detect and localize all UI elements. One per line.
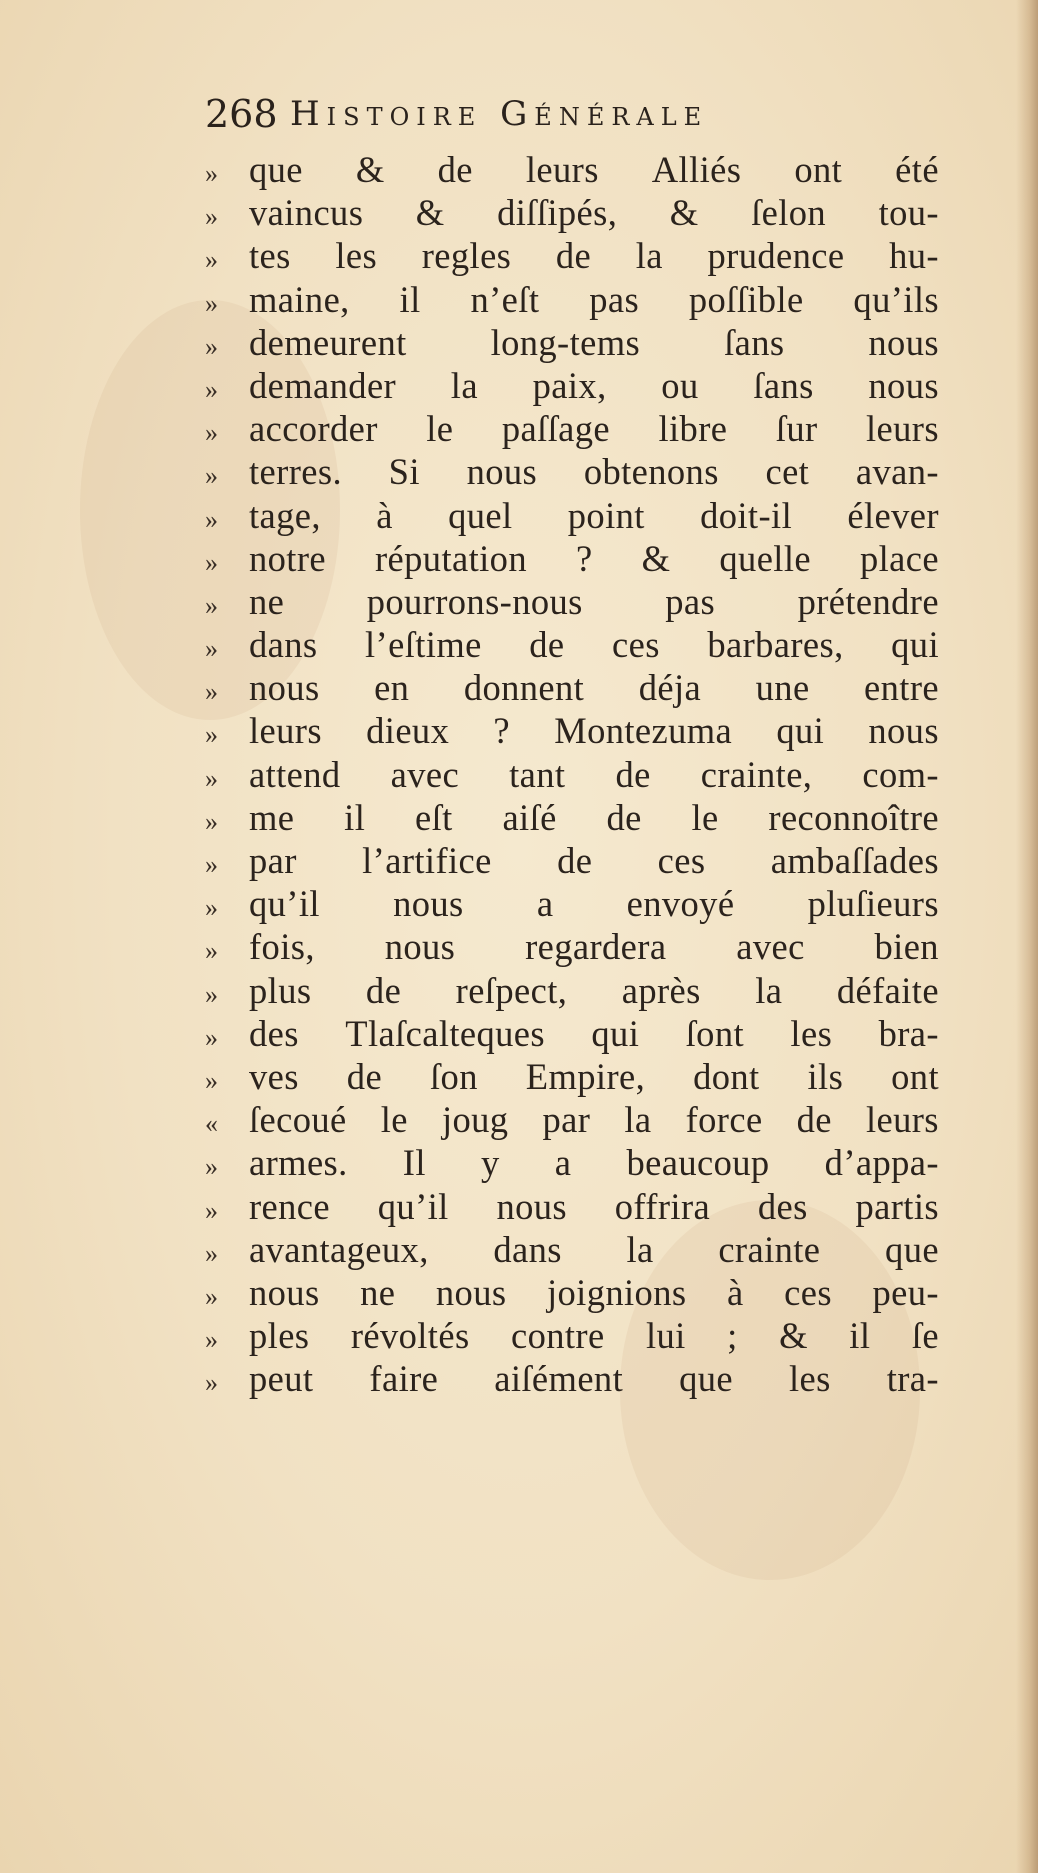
page-edge-shadow	[1016, 0, 1038, 1873]
word: leurs	[865, 1099, 939, 1141]
word: dans	[249, 624, 318, 666]
quotation-mark: »	[205, 806, 218, 836]
text-line	[205, 1141, 945, 1184]
word: avec	[390, 753, 460, 795]
word: faire	[369, 1358, 439, 1400]
word: ſans	[753, 364, 814, 406]
line-text	[249, 1228, 939, 1271]
quotation-mark: »	[205, 418, 218, 448]
word: ;	[727, 1315, 738, 1357]
word: hu-	[889, 235, 939, 277]
text-line	[205, 623, 945, 666]
quotation-mark: »	[205, 1281, 218, 1311]
word: dans	[493, 1228, 562, 1270]
word: ont	[891, 1055, 939, 1097]
word: ?	[493, 710, 511, 752]
word: de	[437, 149, 473, 190]
text-line	[205, 882, 945, 925]
quotation-mark: »	[205, 288, 218, 318]
word: joug	[441, 1099, 509, 1141]
word: crainte	[718, 1228, 821, 1270]
text-line	[205, 234, 945, 277]
quotation-mark: »	[205, 1368, 218, 1398]
word: après	[621, 969, 701, 1011]
word: nous	[249, 1271, 320, 1313]
text-line	[205, 753, 945, 796]
word: reconnoître	[768, 796, 939, 838]
word: vaincus	[249, 192, 364, 234]
word: joignions	[546, 1271, 687, 1313]
word: demander	[249, 364, 397, 406]
word: de	[615, 753, 651, 795]
text-line	[205, 148, 945, 191]
word: plus	[249, 969, 312, 1011]
word: à	[727, 1271, 744, 1313]
word: ces	[784, 1271, 832, 1313]
word: me	[249, 796, 295, 838]
quotation-mark: »	[205, 1238, 218, 1268]
word: déja	[638, 667, 702, 709]
word: d’appa-	[824, 1142, 939, 1184]
line-text	[249, 1055, 939, 1098]
word: force	[685, 1099, 763, 1141]
quotation-mark: »	[205, 331, 218, 361]
word: Alliés	[651, 149, 742, 190]
word: peu-	[872, 1271, 939, 1313]
page-number: 268	[205, 92, 278, 136]
word: obtenons	[583, 451, 719, 493]
word: tes	[249, 235, 291, 277]
word: pourrons-nous	[366, 580, 583, 622]
word: &	[669, 192, 699, 234]
word: aiſé	[502, 796, 557, 838]
word: Si	[388, 451, 420, 493]
quotation-mark: »	[205, 504, 218, 534]
word: &	[355, 149, 385, 190]
word: aiſément	[494, 1358, 624, 1400]
quotation-mark: »	[205, 850, 218, 879]
word: diſſipés,	[497, 192, 618, 234]
word: Il	[402, 1142, 426, 1184]
word: maine,	[249, 278, 350, 320]
word: Empire,	[525, 1055, 646, 1097]
word: il	[849, 1315, 871, 1357]
word: crainte,	[700, 753, 813, 795]
line-text	[249, 537, 939, 580]
word: leurs	[249, 710, 322, 752]
word: peut	[249, 1358, 314, 1400]
word: n’eſt	[470, 278, 540, 320]
quotation-mark: »	[205, 245, 218, 275]
word: ſur	[775, 408, 818, 450]
word: pluſieurs	[807, 883, 939, 925]
word: long-tems	[490, 321, 641, 363]
quotation-mark: »	[205, 1325, 218, 1355]
word: la	[624, 1099, 652, 1141]
quotation-mark: »	[205, 461, 218, 491]
line-text	[249, 1012, 939, 1055]
line-text	[249, 407, 939, 450]
word: ves	[249, 1055, 299, 1097]
line-text	[249, 1141, 939, 1184]
word: nous	[868, 321, 939, 363]
word: il	[399, 278, 421, 320]
word: notre	[249, 537, 326, 579]
word: ne	[360, 1271, 396, 1313]
word: par	[542, 1099, 591, 1141]
word: de	[529, 624, 565, 666]
word: qu’ils	[853, 278, 939, 320]
quotation-mark: »	[205, 1065, 218, 1095]
text-line	[205, 537, 945, 580]
quotation-mark: »	[205, 720, 218, 750]
word: offrira	[614, 1185, 711, 1227]
quotation-mark: »	[205, 634, 218, 664]
line-text	[249, 882, 939, 925]
word: dieux	[366, 710, 450, 752]
line-text	[249, 753, 939, 796]
text-line	[205, 191, 945, 234]
word: rence	[249, 1185, 331, 1227]
word: avec	[736, 926, 805, 968]
quotation-mark: »	[205, 1022, 218, 1052]
word: ambaſſades	[770, 840, 939, 881]
word: la	[635, 235, 663, 277]
line-text	[249, 148, 939, 191]
word: nous	[868, 710, 939, 752]
word: avan-	[855, 451, 939, 493]
word: ples	[249, 1315, 310, 1357]
line-text	[249, 450, 939, 493]
word: nous	[393, 883, 464, 925]
quotation-mark: »	[205, 979, 218, 1009]
word: la	[626, 1228, 654, 1270]
word: nous	[466, 451, 538, 493]
text-line	[205, 407, 945, 450]
word: ces	[657, 840, 706, 881]
text-line	[205, 321, 945, 364]
word: ils	[807, 1055, 844, 1097]
page-header	[205, 88, 905, 140]
word: com-	[862, 753, 939, 795]
word: barbares,	[707, 624, 844, 666]
line-text	[249, 494, 939, 537]
quotation-mark: »	[205, 159, 218, 188]
line-text	[249, 580, 939, 623]
text-line	[205, 1357, 945, 1400]
word: élever	[847, 494, 939, 536]
word: des	[757, 1185, 808, 1227]
quotation-mark: »	[205, 547, 218, 577]
word: ſon	[430, 1055, 478, 1097]
word: nous	[496, 1185, 568, 1227]
word: qu’il	[249, 883, 320, 925]
word: bra-	[878, 1012, 939, 1054]
word: quel	[448, 494, 513, 536]
word: de	[365, 969, 402, 1011]
word: ?	[575, 537, 593, 579]
word: ou	[661, 364, 699, 406]
line-text	[249, 1098, 939, 1141]
word: armes.	[249, 1142, 348, 1184]
word: attend	[249, 753, 341, 795]
word: contre	[510, 1315, 605, 1357]
word: &	[779, 1315, 808, 1357]
quotation-mark: »	[205, 590, 218, 620]
line-text	[249, 839, 939, 882]
word: prudence	[707, 235, 845, 277]
word: donnent	[463, 667, 585, 709]
word: dont	[693, 1055, 760, 1097]
word: pas	[589, 278, 640, 320]
quotation-mark: »	[205, 677, 218, 707]
text-line	[205, 925, 945, 968]
line-text	[249, 191, 939, 234]
word: ne	[249, 580, 285, 622]
text-line	[205, 709, 945, 752]
word: une	[755, 667, 810, 709]
word: réputation	[375, 537, 527, 579]
word: que	[249, 149, 303, 190]
word: regles	[421, 235, 512, 277]
word: terres.	[249, 451, 342, 493]
word: nous	[249, 667, 320, 709]
word: tra-	[886, 1358, 939, 1400]
text-line	[205, 364, 945, 407]
line-text	[249, 709, 939, 752]
word: des	[249, 1012, 299, 1054]
word: les	[790, 1012, 833, 1054]
word: paſſage	[501, 408, 611, 450]
word: qu’il	[377, 1185, 449, 1227]
word: poſſible	[688, 278, 804, 320]
line-text	[249, 925, 939, 968]
word: à	[376, 494, 393, 536]
text-line	[205, 1185, 945, 1228]
word: qui	[776, 710, 825, 752]
word: paix,	[532, 364, 607, 406]
line-text	[249, 1314, 939, 1357]
word: place	[859, 537, 939, 579]
quotation-mark: »	[205, 763, 218, 793]
word: accorder	[249, 408, 378, 450]
word: nous	[868, 364, 939, 406]
word: qui	[591, 1012, 640, 1054]
text-line	[205, 1098, 945, 1141]
word: regardera	[525, 926, 667, 968]
word: partis	[855, 1185, 939, 1227]
word: l’artifice	[362, 840, 492, 881]
quotation-mark: «	[205, 1109, 218, 1139]
text-line	[205, 1012, 945, 1055]
word: de	[606, 796, 642, 838]
text-line	[205, 969, 945, 1012]
word: que	[679, 1358, 733, 1400]
word: tant	[509, 753, 566, 795]
text-line	[205, 839, 945, 882]
word: il	[344, 796, 366, 838]
word: quelle	[719, 537, 811, 579]
word: Tlaſcalteques	[345, 1012, 546, 1054]
word: y	[481, 1142, 500, 1184]
word: nous	[435, 1271, 507, 1313]
word: le	[426, 408, 454, 450]
text-line	[205, 666, 945, 709]
word: tou-	[878, 192, 939, 234]
word: leurs	[525, 149, 599, 190]
word: point	[567, 494, 645, 536]
word: a	[536, 883, 554, 925]
word: lui	[645, 1315, 686, 1357]
text-line	[205, 494, 945, 537]
word: leurs	[865, 408, 939, 450]
word: de	[557, 840, 593, 881]
line-text	[249, 1357, 939, 1400]
line-text	[249, 969, 939, 1012]
word: ont	[794, 149, 843, 190]
text-line	[205, 278, 945, 321]
word: fois,	[249, 926, 315, 968]
word: les	[335, 235, 378, 277]
word: ces	[612, 624, 660, 666]
word: libre	[658, 408, 728, 450]
word: par	[249, 840, 297, 881]
quotation-mark: »	[205, 1152, 218, 1182]
quotation-mark: »	[205, 1195, 218, 1225]
word: cet	[765, 451, 810, 493]
word: les	[788, 1358, 831, 1400]
line-text	[249, 796, 939, 839]
word: nous	[384, 926, 456, 968]
word: doit-il	[700, 494, 793, 536]
word: entre	[864, 667, 939, 709]
word: Montezuma	[554, 710, 733, 752]
line-text	[249, 1185, 939, 1228]
word: de	[555, 235, 592, 277]
quotation-mark: »	[205, 202, 218, 232]
line-text	[249, 321, 939, 364]
word: en	[374, 667, 410, 709]
word: ſecoué	[249, 1099, 347, 1141]
word: été	[895, 149, 939, 190]
word: qui	[891, 624, 939, 666]
quotation-mark: »	[205, 936, 218, 966]
quotation-mark: »	[205, 893, 218, 923]
word: le	[691, 796, 719, 838]
word: eſt	[415, 796, 453, 838]
word: envoyé	[626, 883, 735, 925]
word: de	[346, 1055, 383, 1097]
word: tage,	[249, 494, 321, 536]
line-text	[249, 666, 939, 709]
text-block	[205, 148, 945, 1400]
word: reſpect,	[455, 969, 568, 1011]
word: révoltés	[350, 1315, 470, 1357]
word: a	[554, 1142, 572, 1184]
text-line	[205, 796, 945, 839]
text-line	[205, 580, 945, 623]
word: la	[450, 364, 478, 406]
text-line	[205, 1271, 945, 1314]
word: le	[380, 1099, 408, 1141]
word: la	[755, 969, 783, 1011]
word: de	[796, 1099, 832, 1141]
word: ſelon	[751, 192, 827, 234]
word: bien	[874, 926, 939, 968]
text-line	[205, 1055, 945, 1098]
line-text	[249, 364, 939, 407]
word: beaucoup	[626, 1142, 770, 1184]
word: pas	[665, 580, 716, 622]
word: prétendre	[797, 580, 939, 622]
running-head: Histoire Générale	[290, 94, 709, 134]
word: ſans	[724, 321, 785, 363]
word: &	[415, 192, 445, 234]
line-text	[249, 1271, 939, 1314]
text-line	[205, 1314, 945, 1357]
word: avantageux,	[249, 1228, 429, 1270]
text-line	[205, 1228, 945, 1271]
line-text	[249, 234, 939, 277]
word: &	[641, 537, 671, 579]
word: demeurent	[249, 321, 407, 363]
word: ſe	[911, 1315, 939, 1357]
word: l’eſtime	[365, 624, 482, 666]
text-line	[205, 450, 945, 493]
word: que	[885, 1228, 939, 1270]
line-text	[249, 278, 939, 321]
quotation-mark: »	[205, 374, 218, 404]
line-text	[249, 623, 939, 666]
word: défaite	[836, 969, 939, 1011]
word: ſont	[685, 1012, 745, 1054]
